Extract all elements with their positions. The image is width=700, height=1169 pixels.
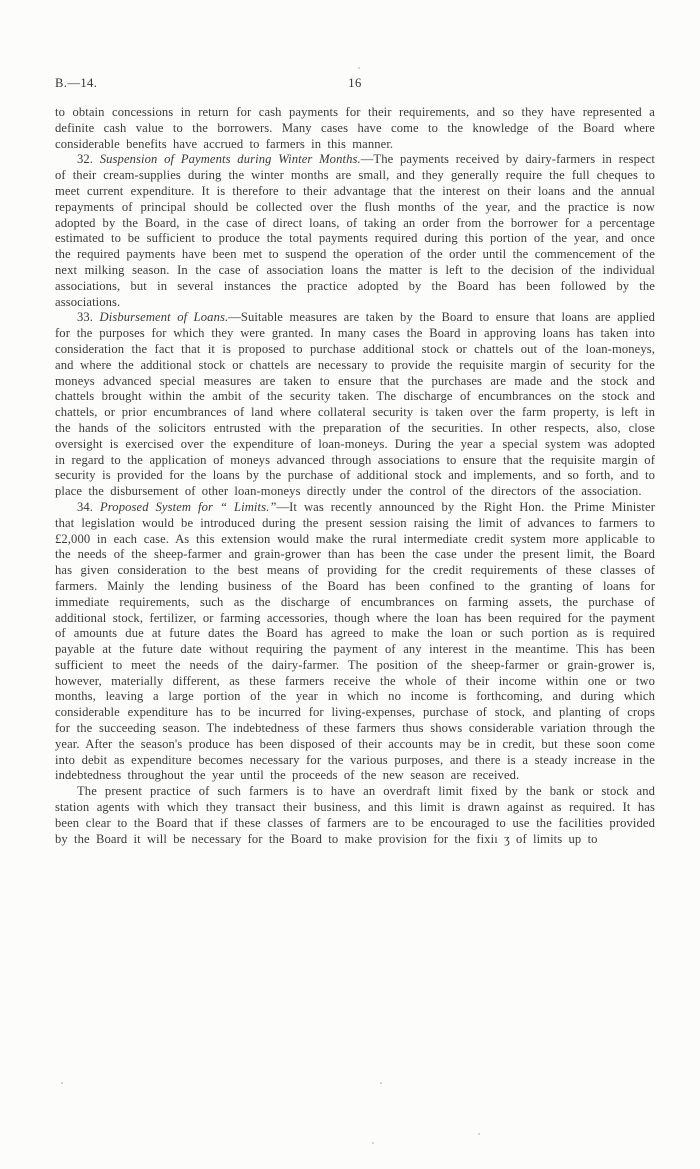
paragraph-text: —It was recently announced by the Right Hon. the Prime Minister that legislation would be introduced during the present session raising the limit of advances to farmers to £2,000 in each case. As this extension would make the rural intermediate credit system more applicable to the needs of the sheep-farmer and grain-grower than has been the case under the present limit, the Board has given consideration to the best means of providing for the credit requirements of these classes of farmers. Mainly the lending business of the Board has been confined to the granting of loans for immediate requirements, such as the discharge of encumbrances on farming assets, the purchase of additional stock, fertilizer, or farming accessories, though where the loan has been required for the payment of amounts due at future dates the Board has agreed to make the loan or such portion as is required payable at the future date without requiring the payment of any interest in the meantime. This has been sufficient to meet the needs of the dairy-farmer. The position of the sheep-farmer or grain-grower is, however, materially different, as these farmers receive the whole of their income within one or two months, leaving a large portion of the year in which no income is forthcoming, and during which considerable expenditure has to be incurred for living-expenses, purchase of stock, and planting of crops for the succeeding season. The indebtedness of these farmers thus shows considerable variation through the year. After the season's produce has been disposed of their accounts may be in credit, but these soon come into debit as expenditure becomes necessary for the various purposes, and there is a steady increase in the indebtedness throughout the year until the proceeds of the new season are received.: [55, 499, 655, 783]
scan-speck: [61, 1082, 63, 1084]
paragraph-continuation: [55, 105, 655, 152]
paragraph-text: The present practice of such farmers is to have an overdraft limit fixed by the bank or stock and station agents with which they transact their business, and this limit is drawn against as required. It has been clear to the Board that if these classes of farmers are to be encouraged to use the facilities provided by the Board it will be necessary for the Board to make provision for the fixiı ʒ of limits up to: [55, 784, 655, 846]
paragraph-number: 32.: [77, 152, 94, 167]
scan-speck: [358, 67, 360, 69]
page-number: 16: [348, 76, 362, 90]
page-header: [55, 76, 655, 93]
paragraph-title: Proposed System for “ Limits.”: [99, 499, 277, 514]
paragraph-text: to obtain concessions in return for cash payments for their requirements, and so they have represented a definite cash value to the borrowers. Many cases have come to the knowledge of the Board where considerable benefits have accrued to farmers in this manner.: [55, 105, 655, 151]
paragraph-title: Suspension of Payments during Winter Months.: [99, 152, 361, 167]
scan-speck: [478, 1133, 480, 1135]
paragraph-number: 33.: [77, 310, 94, 325]
paragraph-33: [55, 310, 655, 500]
paragraph-closing: [55, 784, 655, 847]
paragraph-32: [55, 152, 655, 310]
document-reference: B.—14.: [55, 76, 98, 90]
paragraph-text: —The payments received by dairy-farmers in respect of their cream-supplies during the winter months are small, and they generally require the full cheques to meet current expenditure. It is therefore to their advantage that the interest on their loans and the annual repayments of principal should be collected over the flush months of the year, and the practice is now adopted by the Board, in the case of direct loans, of taking an order from the borrower for a percentage estimated to be sufficient to produce the total payments required during this portion of the year, and once the required payments have been met to suspend the operation of the order until the commencement of the next milking season. In the case of association loans the matter is left to the decision of the individual associations, but in several instances the practice adopted by the Board has been followed by the associations.: [55, 152, 656, 309]
scan-speck: [380, 1082, 382, 1084]
paragraph-34: [55, 500, 655, 784]
paragraph-number: 34.: [77, 499, 94, 514]
scan-speck: [372, 1142, 374, 1144]
document-body: [55, 105, 655, 847]
paragraph-text: —Suitable measures are taken by the Board to ensure that loans are applied for the purposes for which they were granted. In many cases the Board in approving loans has taken into consideration the fact that it is proposed to purchase additional stock or chattels out of the loan-moneys, and where the additional stock or chattels are necessary to provide the requisite margin of security for the moneys advanced special measures are taken to ensure that the purchases are made and the stock and chattels brought within the ambit of the security taken. The discharge of encumbrances on the stock and chattels, or prior encumbrances of land where collateral security is taken over the farm property, is left in the hands of the solicitors entrusted with the preparation of the securities. In other respects, also, close oversight is exercised over the expenditure of loan-moneys. During the year a special system was adopted in regard to the application of moneys advanced through associations to ensure that the requisite margin of security is provided for the loans by the purchase of additional stock and implements, and so forth, and to place the disbursement of other loan-moneys directly under the control of the directors of the association.: [55, 310, 656, 499]
paragraph-title: Disbursement of Loans.: [99, 310, 229, 325]
